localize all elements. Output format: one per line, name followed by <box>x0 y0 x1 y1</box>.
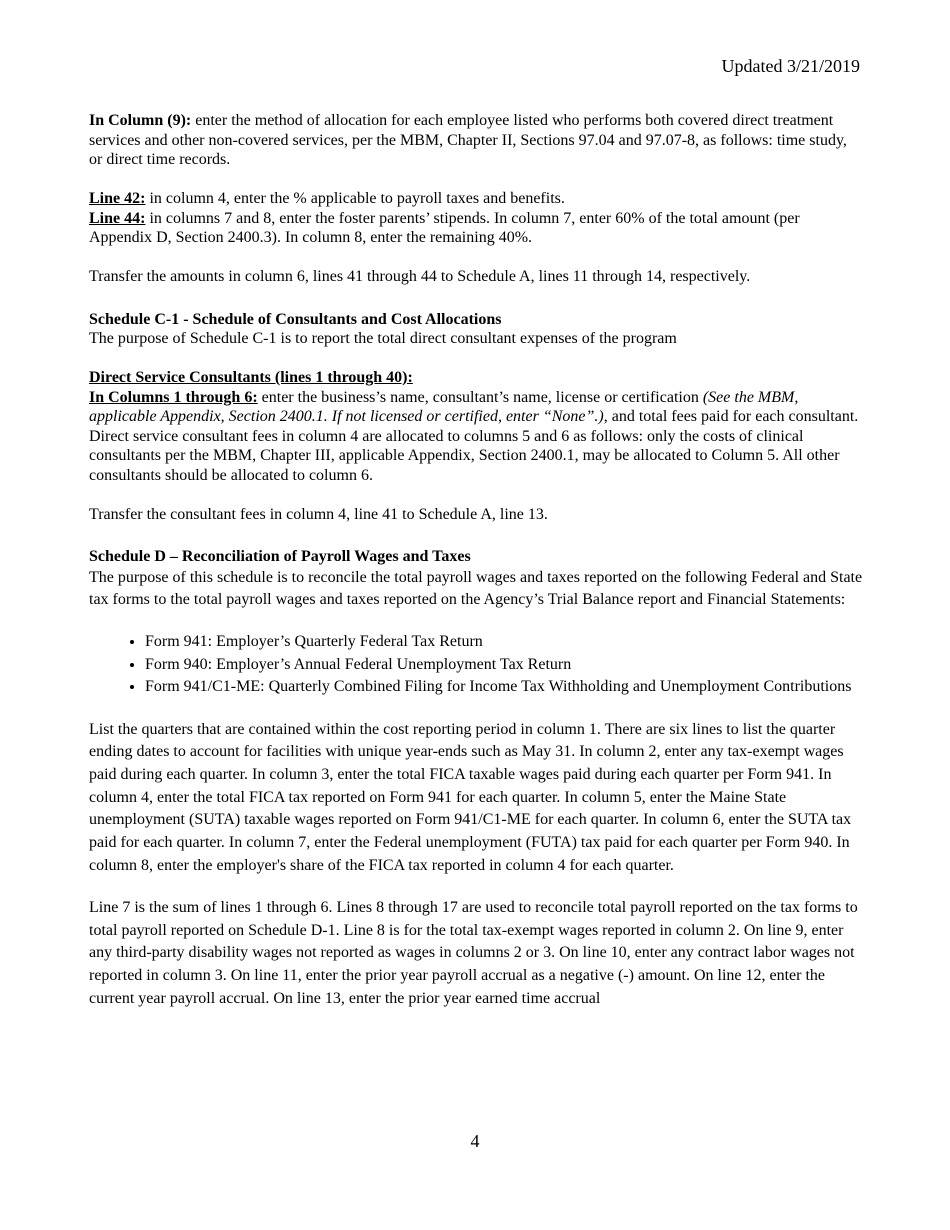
page-content <box>89 111 864 1010</box>
quarters-paragraph: List the quarters that are contained within the cost reporting period in column 1. There are six lines to list the quarter ending dates to account for facilities with unique year-ends such as May 31. In column 2, enter any tax-exempt wages paid during each quarter. In column 3, enter the total FICA taxable wages paid during each quarter per Form 941. In column 4, enter the total FICA tax reported on Form 941 for each quarter. In column 5, enter the Maine State unemployment (SUTA) taxable wages reported on Form 941/C1-ME for each quarter. In column 6, enter the SUTA tax paid for each quarter. In column 7, enter the Federal unemployment (FUTA) tax paid for each quarter per Form 940. In column 8, enter the employer's share of the FICA tax reported in column 4 for each quarter. <box>89 720 852 874</box>
list-item: • Form 940: Employer’s Annual Federal Unemployment Tax Return <box>145 654 864 677</box>
line-44-label: Line 44: <box>89 209 146 227</box>
direct-service-consultants-heading: Direct Service Consultants (lines 1 through 40): <box>89 369 413 386</box>
line-42-text: in column 4, enter the % applicable to payroll taxes and benefits. <box>145 190 565 207</box>
updated-date: Updated 3/21/2019 <box>721 56 860 76</box>
schedule-c1-title: Schedule C-1 - Schedule of Consultants and Cost Allocations <box>89 310 502 328</box>
column-9-text: enter the method of allocation for each employee listed who performs both covered direct treatment services and other non-covered services, per the MBM, Chapter II, Sections 97.04 and 97.07-8, as follows: time study, or direct time records. <box>89 112 847 168</box>
line-44-text: in columns 7 and 8, enter the foster parents’ stipends. In column 7, enter 60% of the total amount (per Appendix D, Section 2400.3). In column 8, enter the remaining 40%. <box>89 209 800 246</box>
tax-forms-list <box>89 631 864 699</box>
reconciliation-lines-paragraph: Line 7 is the sum of lines 1 through 6. Lines 8 through 17 are used to reconcile total payroll reported on the tax forms to total payroll reported on Schedule D-1. Line 8 is for the total tax-exempt wages reported in column 2. On line 9, enter any third-party disability wages not reported as wages in columns 2 or 3. On line 10, enter any contract labor wages not reported in column 3. On line 11, enter the prior year payroll accrual as a negative (-) amount. On line 12, enter the current year payroll accrual. On line 13, enter the prior year earned time accrual <box>89 898 858 1007</box>
column-9-label: In Column (9): <box>89 112 192 129</box>
list-item: • Form 941: Employer’s Quarterly Federal Tax Return <box>145 631 864 654</box>
schedule-c1-purpose: The purpose of Schedule C-1 is to report the total direct consultant expenses of the program <box>89 330 677 347</box>
line-44-paragraph <box>89 209 864 248</box>
schedule-d-title: Schedule D – Reconciliation of Payroll Wages and Taxes <box>89 548 471 565</box>
schedule-d-purpose: The purpose of this schedule is to reconcile the total payroll wages and taxes reported on the following Federal and State tax forms to the total payroll wages and taxes reported on the Agency’s Trial Balance report and Financial Statements: <box>89 568 863 609</box>
list-item: • Form 941/C1-ME: Quarterly Combined Filing for Income Tax Withholding and Unemployment Contributions <box>145 676 864 699</box>
transfer-consultant-fees-paragraph: Transfer the consultant fees in column 4, line 41 to Schedule A, line 13. <box>89 505 548 523</box>
line-42-paragraph <box>89 189 864 209</box>
page-number: 4 <box>470 1131 480 1151</box>
line-42-label: Line 42: <box>89 190 146 207</box>
column-9-paragraph <box>89 111 864 170</box>
columns-1-6-paragraph: In Columns 1 through 6: enter the business’s name, consultant’s name, license or certification (See the MBM, applicable Appendix, Section 2400.1. If not licensed or certified, enter “None”.), and total fees paid for each consultant. Direct service consultant fees in column 4 are allocated to columns 5 and 6 as follows: only the costs of clinical consultants per the MBM, Chapter III, applicable Appendix, Section 2400.1, may be allocated to Column 5. All other consultants should be allocated to column 6. <box>89 388 859 484</box>
transfer-amounts-paragraph: Transfer the amounts in column 6, lines 41 through 44 to Schedule A, lines 11 through 14, respectively. <box>89 268 751 285</box>
columns-1-6-label: In Columns 1 through 6: <box>89 388 258 406</box>
